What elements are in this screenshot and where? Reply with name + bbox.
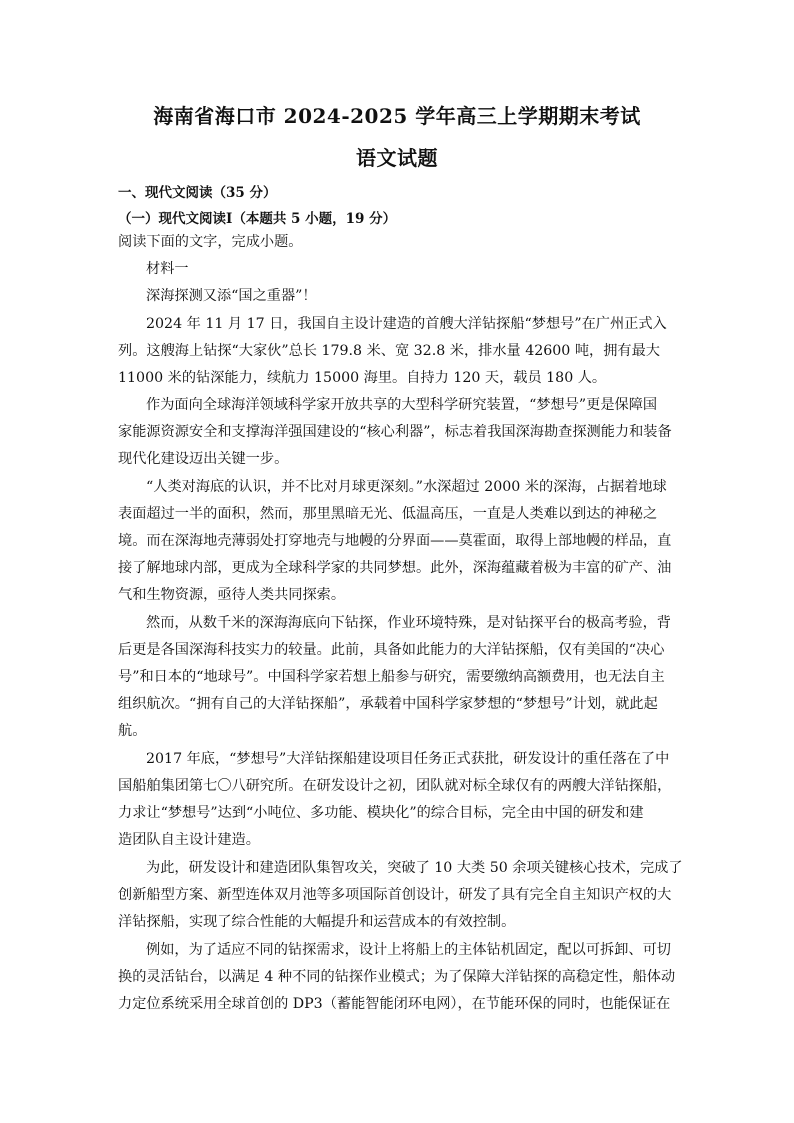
- paragraph-line: 11000 米的钻深能力，续航力 15000 海里。自持力 120 天，载员 180 人。: [118, 370, 607, 386]
- paragraph-line: 国船舶集团第七〇八研究所。在研发设计之初，团队就对标全球仅有的两艘大洋钻探船，: [118, 778, 672, 794]
- paragraph-line: 气和生物资源，亟待人类共同探索。: [118, 587, 346, 603]
- paragraph-line: 2017 年底，“梦想号”大洋钻探船建设项目任务正式获批，研发设计的重任落在了中: [146, 751, 670, 767]
- subsection-heading: （一）现代文阅读Ⅰ（本题共 5 小题，19 分）: [118, 211, 397, 227]
- document-title: 海南省海口市 2024-2025 学年高三上学期期末考试: [153, 104, 641, 128]
- paragraph-line: 洋钻探船，实现了综合性能的大幅提升和运营成本的有效控制。: [118, 914, 516, 930]
- paragraph-line: 表面超过一半的面积，然而，那里黑暗无光、低温高压，一直是人类难以到达的神秘之: [118, 506, 658, 522]
- paragraph-line: 力定位系统采用全球首创的 DP3（蓄能智能闭环电网），在节能环保的同时，也能保证在: [118, 996, 671, 1012]
- paragraph-line: 航。: [118, 723, 147, 739]
- paragraph-line: 列。这艘海上钻探“大家伙”总长 179.8 米、宽 32.8 米，排水量 42600 吨，拥有最大: [118, 343, 660, 359]
- paragraph-line: 然而，从数千米的深海海底向下钻探，作业环境特殊，是对钻探平台的极高考验，背: [146, 615, 671, 631]
- paragraph-line: 组织航次。“拥有自己的大洋钻探船”，承载着中国科学家梦想的“梦想号”计划，就此起: [118, 696, 658, 712]
- paragraph-line: “人类对海底的认识，并不比对月球更深刻。”水深超过 2000 米的深海，占据着地球: [146, 479, 667, 495]
- paragraph-line: 现代化建设迈出关键一步。: [118, 451, 289, 467]
- paragraph-line: 境。而在深海地壳薄弱处打穿地壳与地幔的分界面——莫霍面，取得上部地幔的样品，直: [118, 533, 672, 549]
- document-subtitle: 语文试题: [356, 146, 438, 170]
- paragraph-line: 家能源资源安全和支撑海洋强国建设的“核心利器”，标志着我国深海勘查探测能力和装备: [118, 424, 672, 440]
- material-title: 深海探测又添“国之重器”！: [146, 288, 317, 304]
- paragraph-line: 作为面向全球海洋领域科学家开放共享的大型科学研究装置，“梦想号”更是保障国: [146, 397, 658, 413]
- instruction-text: 阅读下面的文字，完成小题。: [118, 234, 303, 250]
- paragraph-line: 力求让“梦想号”达到“小吨位、多功能、模块化”的综合目标，完全由中国的研发和建: [118, 805, 644, 821]
- material-label: 材料一: [146, 261, 189, 277]
- paragraph-line: 为此，研发设计和建造团队集智攻关，突破了 10 大类 50 余项关键核心技术，完成了: [146, 860, 683, 876]
- paragraph-line: 造团队自主设计建造。: [118, 832, 260, 848]
- paragraph-line: 换的灵活钻台，以满足 4 种不同的钻探作业模式；为了保障大洋钻探的高稳定性，船体动: [118, 969, 676, 985]
- paragraph-line: 接了解地球内部，更成为全球科学家的共同梦想。此外，深海蕴藏着极为丰富的矿产、油: [118, 560, 672, 576]
- section-heading: 一、现代文阅读（35 分）: [118, 185, 277, 201]
- paragraph-line: 例如，为了适应不同的钻探需求，设计上将船上的主体钻机固定，配以可拆卸、可切: [146, 942, 671, 958]
- paragraph-line: 后更是各国深海科技实力的较量。此前，具备如此能力的大洋钻探船，仅有美国的“决心: [118, 642, 665, 658]
- paragraph-line: 2024 年 11 月 17 日，我国自主设计建造的首艘大洋钻探船“梦想号”在广州正式入: [146, 316, 667, 332]
- paragraph-line: 号”和日本的“地球号”。中国科学家若想上船参与研究，需要缴纳高额费用，也无法自主: [118, 669, 665, 685]
- paragraph-line: 创新船型方案、新型连体双月池等多项国际首创设计，研发了具有完全自主知识产权的大: [118, 887, 672, 903]
